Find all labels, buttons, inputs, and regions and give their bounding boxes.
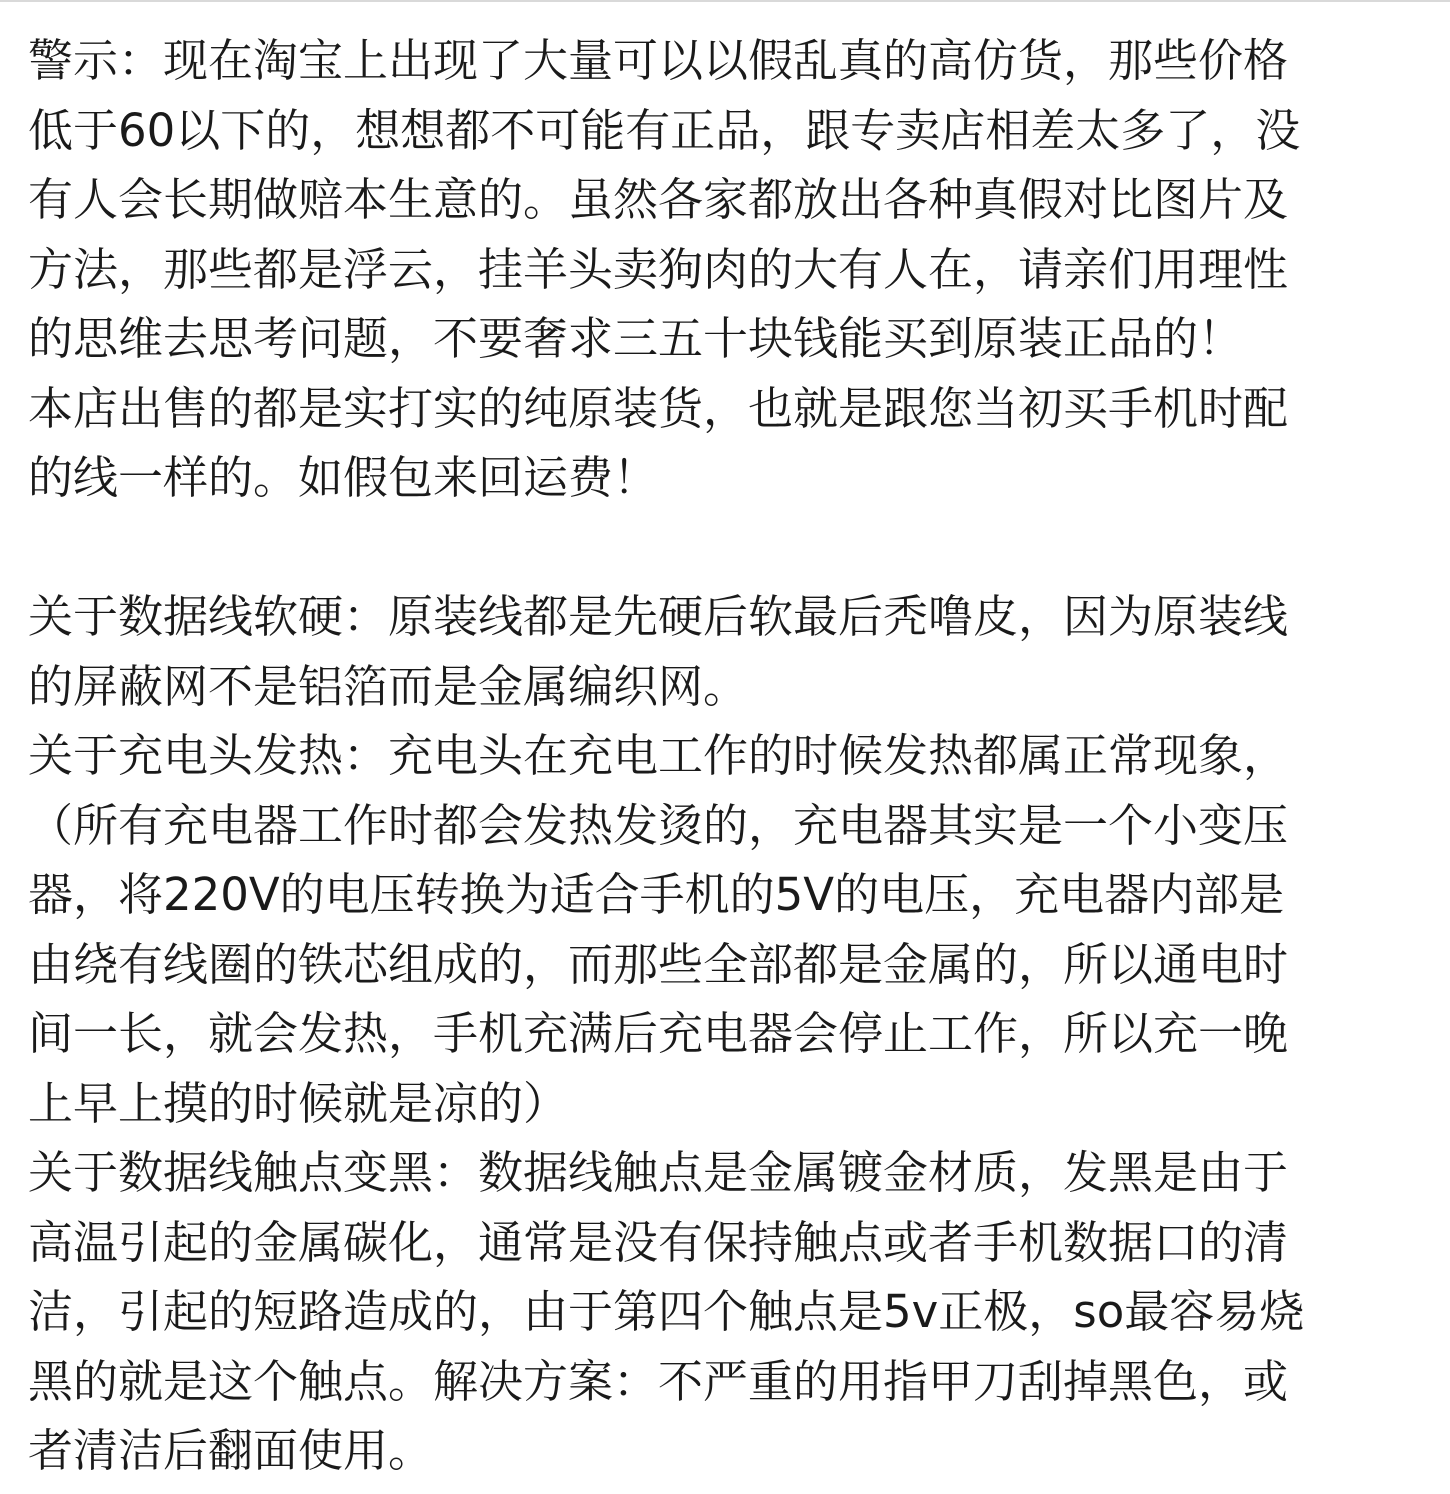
notice-text-block <box>28 26 1428 1486</box>
text-line: （所有充电器工作时都会发热发烫的，充电器其实是一个小变压 <box>28 798 1289 852</box>
text-line: 由绕有线圈的铁芯组成的，而那些全部都是金属的，所以通电时 <box>28 937 1289 991</box>
text-line: 有人会长期做赔本生意的。虽然各家都放出各种真假对比图片及 <box>28 173 1289 226</box>
text-line: 间一长，就会发热，手机充满后充电器会停止工作，所以充一晚 <box>28 1007 1289 1060</box>
text-line: 黑的就是这个触点。解决方案：不严重的用指甲刀刮掉黑色，或 <box>28 1354 1289 1408</box>
text-line: 高温引起的金属碳化，通常是没有保持触点或者手机数据口的清 <box>28 1215 1289 1269</box>
text-line: 上早上摸的时候就是凉的） <box>28 1076 569 1130</box>
text-line: 方法，那些都是浮云，挂羊头卖狗肉的大有人在，请亲们用理性 <box>28 242 1289 296</box>
text-line: 低于60以下的，想想都不可能有正品，跟专卖店相差太多了，没 <box>28 103 1301 157</box>
text-line: 关于充电头发热：充电头在充电工作的时候发热都属正常现象， <box>28 729 1289 782</box>
text-line: 的思维去思考问题，不要奢求三五十块钱能买到原装正品的！ <box>28 312 1244 365</box>
text-line: 关于数据线触点变黑：数据线触点是金属镀金材质，发黑是由于 <box>28 1146 1289 1199</box>
text-line: 本店出售的都是实打实的纯原装货，也就是跟您当初买手机时配 <box>28 381 1289 435</box>
text-line: 洁，引起的短路造成的，由于第四个触点是5v正极，so最容易烧 <box>28 1285 1305 1338</box>
text-line: 警示：现在淘宝上出现了大量可以以假乱真的高仿货，那些价格 <box>28 34 1289 87</box>
top-divider <box>0 0 1450 2</box>
blank-line <box>28 513 1428 583</box>
text-line: 的线一样的。如假包来回运费！ <box>28 451 659 504</box>
text-line: 器，将220V的电压转换为适合手机的5V的电压，充电器内部是 <box>28 868 1285 921</box>
text-line: 关于数据线软硬：原装线都是先硬后软最后秃噜皮，因为原装线 <box>28 590 1289 643</box>
text-line: 者清洁后翻面使用。 <box>28 1424 434 1477</box>
text-line: 的屏蔽网不是铝箔而是金属编织网。 <box>28 659 749 713</box>
